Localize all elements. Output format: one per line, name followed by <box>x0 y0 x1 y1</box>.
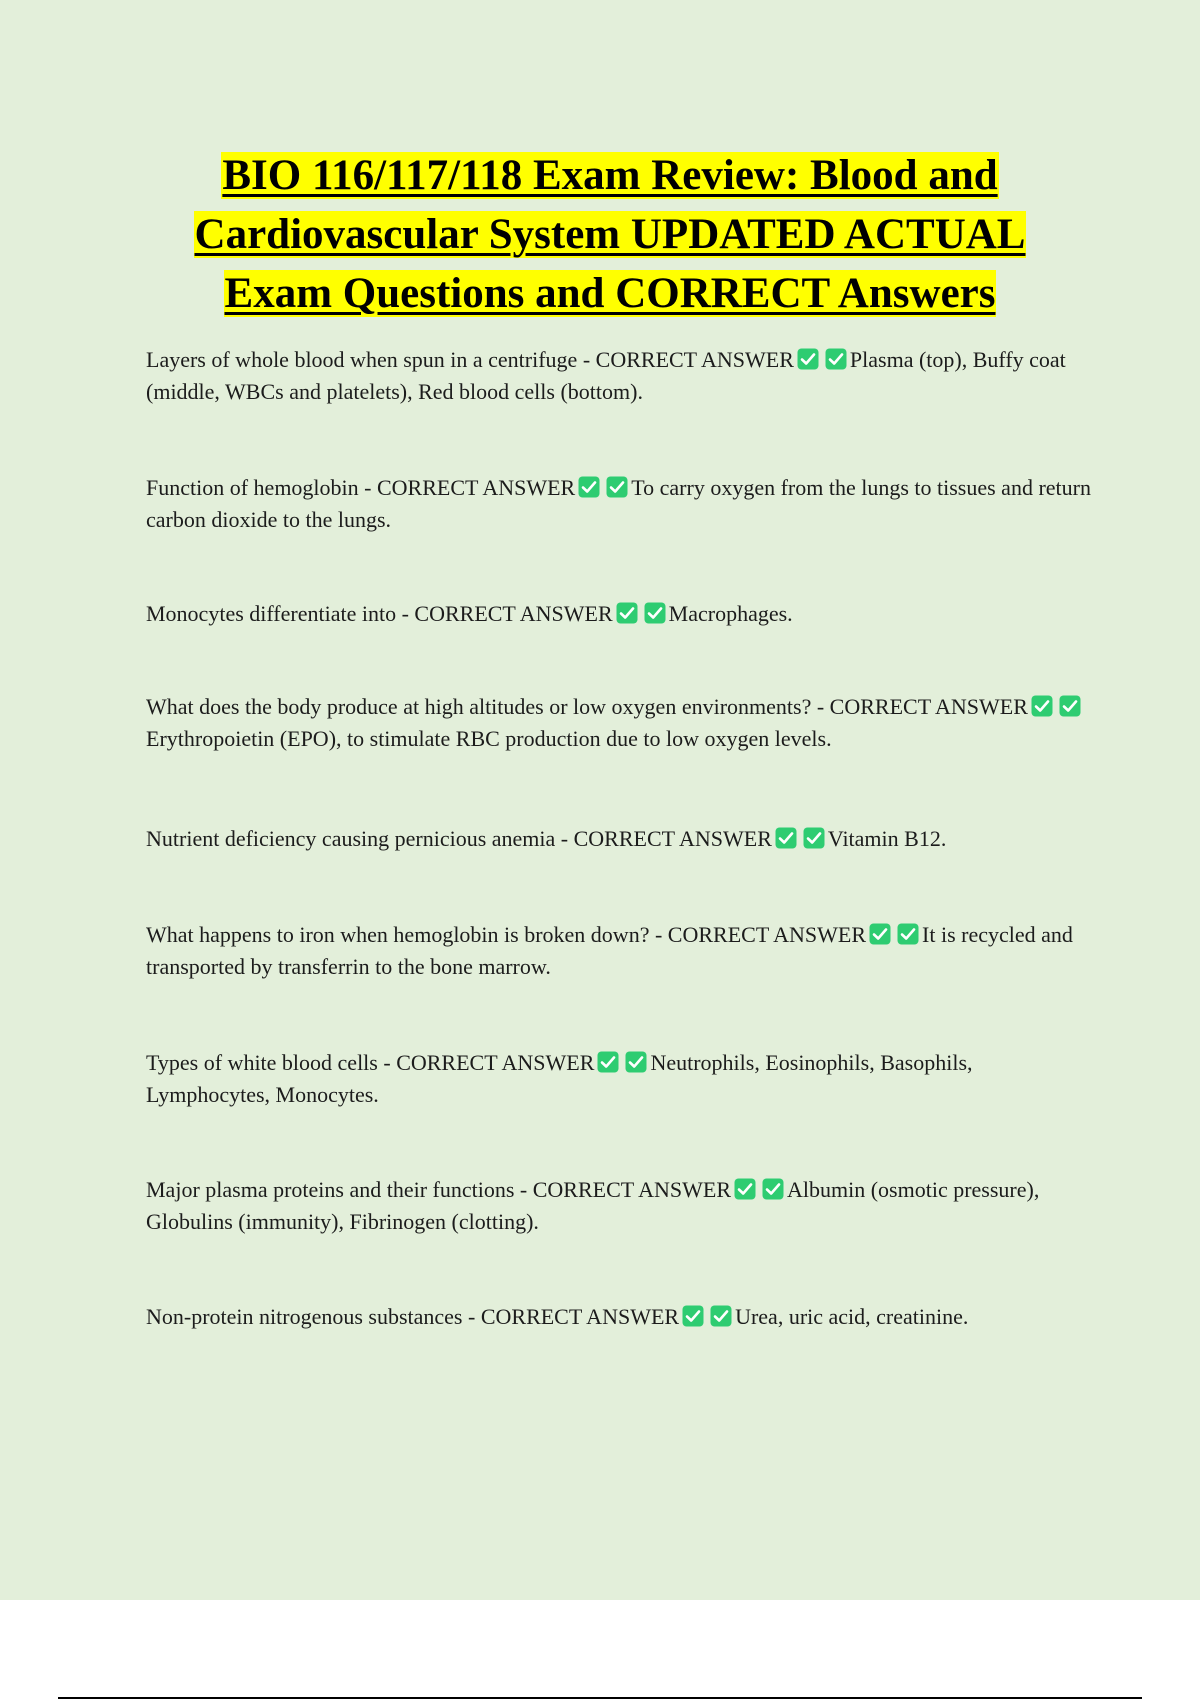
qa-item <box>146 1301 1101 1333</box>
separator: - <box>811 694 830 719</box>
answer-text: Albumin (osmotic pressure), Globulins (immunity), Fibrinogen (clotting). <box>146 1177 1040 1234</box>
separator: - <box>377 1050 397 1075</box>
answer-label: CORRECT ANSWER <box>480 1304 680 1329</box>
check-icon <box>1031 695 1053 717</box>
separator: - <box>358 475 377 500</box>
check-icon <box>625 1051 647 1073</box>
title-line-1: BIO 116/117/118 Exam Review: Blood and <box>222 152 998 199</box>
check-icon <box>606 476 628 498</box>
check-icon <box>597 1051 619 1073</box>
check-icon <box>775 827 797 849</box>
qa-item <box>146 472 1101 536</box>
check-icon <box>897 923 919 945</box>
document-title <box>130 146 1090 323</box>
answer-label: CORRECT ANSWER <box>396 1050 595 1075</box>
separator: - <box>649 922 668 947</box>
answer-label: CORRECT ANSWER <box>667 922 867 947</box>
separator: - <box>396 601 415 626</box>
answer-text: Erythropoietin (EPO), to stimulate RBC production due to low oxygen levels. <box>146 726 832 751</box>
separator: - <box>514 1177 533 1202</box>
check-icon <box>869 923 891 945</box>
question-text: Function of hemoglobin <box>146 475 359 500</box>
question-text: What happens to iron when hemoglobin is broken down? <box>146 922 650 947</box>
check-icon <box>616 602 638 624</box>
title-line-3: Exam Questions and CORRECT Answers <box>224 270 996 317</box>
separator: - <box>577 347 596 372</box>
answer-label: CORRECT ANSWER <box>414 601 613 626</box>
answer-text: Macrophages. <box>668 601 793 626</box>
check-icon <box>762 1178 784 1200</box>
answer-label: CORRECT ANSWER <box>829 694 1028 719</box>
check-icon <box>1059 695 1081 717</box>
check-icon <box>825 348 847 370</box>
check-icon <box>797 348 819 370</box>
question-text: Monocytes differentiate into <box>146 601 397 626</box>
qa-item <box>146 691 1101 755</box>
check-icon <box>578 476 600 498</box>
qa-item <box>146 823 1101 855</box>
qa-item <box>146 1047 1101 1111</box>
answer-label: CORRECT ANSWER <box>595 347 794 372</box>
qa-item <box>146 919 1101 983</box>
question-text: Non-protein nitrogenous substances <box>146 1304 463 1329</box>
answer-text: Vitamin B12. <box>827 826 947 851</box>
title-line-2: Cardiovascular System UPDATED ACTUAL <box>194 211 1026 258</box>
answer-label: CORRECT ANSWER <box>573 826 772 851</box>
question-text: Major plasma proteins and their functions <box>146 1177 515 1202</box>
answer-label: CORRECT ANSWER <box>532 1177 731 1202</box>
answer-text: It is recycled and transported by transferrin to the bone marrow. <box>146 922 1073 979</box>
qa-item <box>146 1174 1101 1238</box>
answer-text: Plasma (top), Buffy coat (middle, WBCs and platelets), Red blood cells (bottom). <box>146 347 1066 404</box>
footer-divider <box>58 1697 1142 1699</box>
separator: - <box>555 826 574 851</box>
question-text: What does the body produce at high altitudes or low oxygen environments? <box>146 694 812 719</box>
check-icon <box>682 1305 704 1327</box>
question-text: Layers of whole blood when spun in a centrifuge <box>146 347 578 372</box>
qa-item <box>146 344 1101 408</box>
separator: - <box>462 1304 481 1329</box>
answer-text: Neutrophils, Eosinophils, Basophils, Lymphocytes, Monocytes. <box>146 1050 973 1107</box>
check-icon <box>644 602 666 624</box>
qa-item <box>146 598 1101 630</box>
answer-text: To carry oxygen from the lungs to tissues and return carbon dioxide to the lungs. <box>146 475 1091 532</box>
answer-text: Urea, uric acid, creatinine. <box>735 1304 969 1329</box>
question-text: Nutrient deficiency causing pernicious anemia <box>146 826 556 851</box>
check-icon <box>734 1178 756 1200</box>
question-text: Types of white blood cells <box>146 1050 378 1075</box>
check-icon <box>803 827 825 849</box>
answer-label: CORRECT ANSWER <box>376 475 576 500</box>
check-icon <box>710 1305 732 1327</box>
